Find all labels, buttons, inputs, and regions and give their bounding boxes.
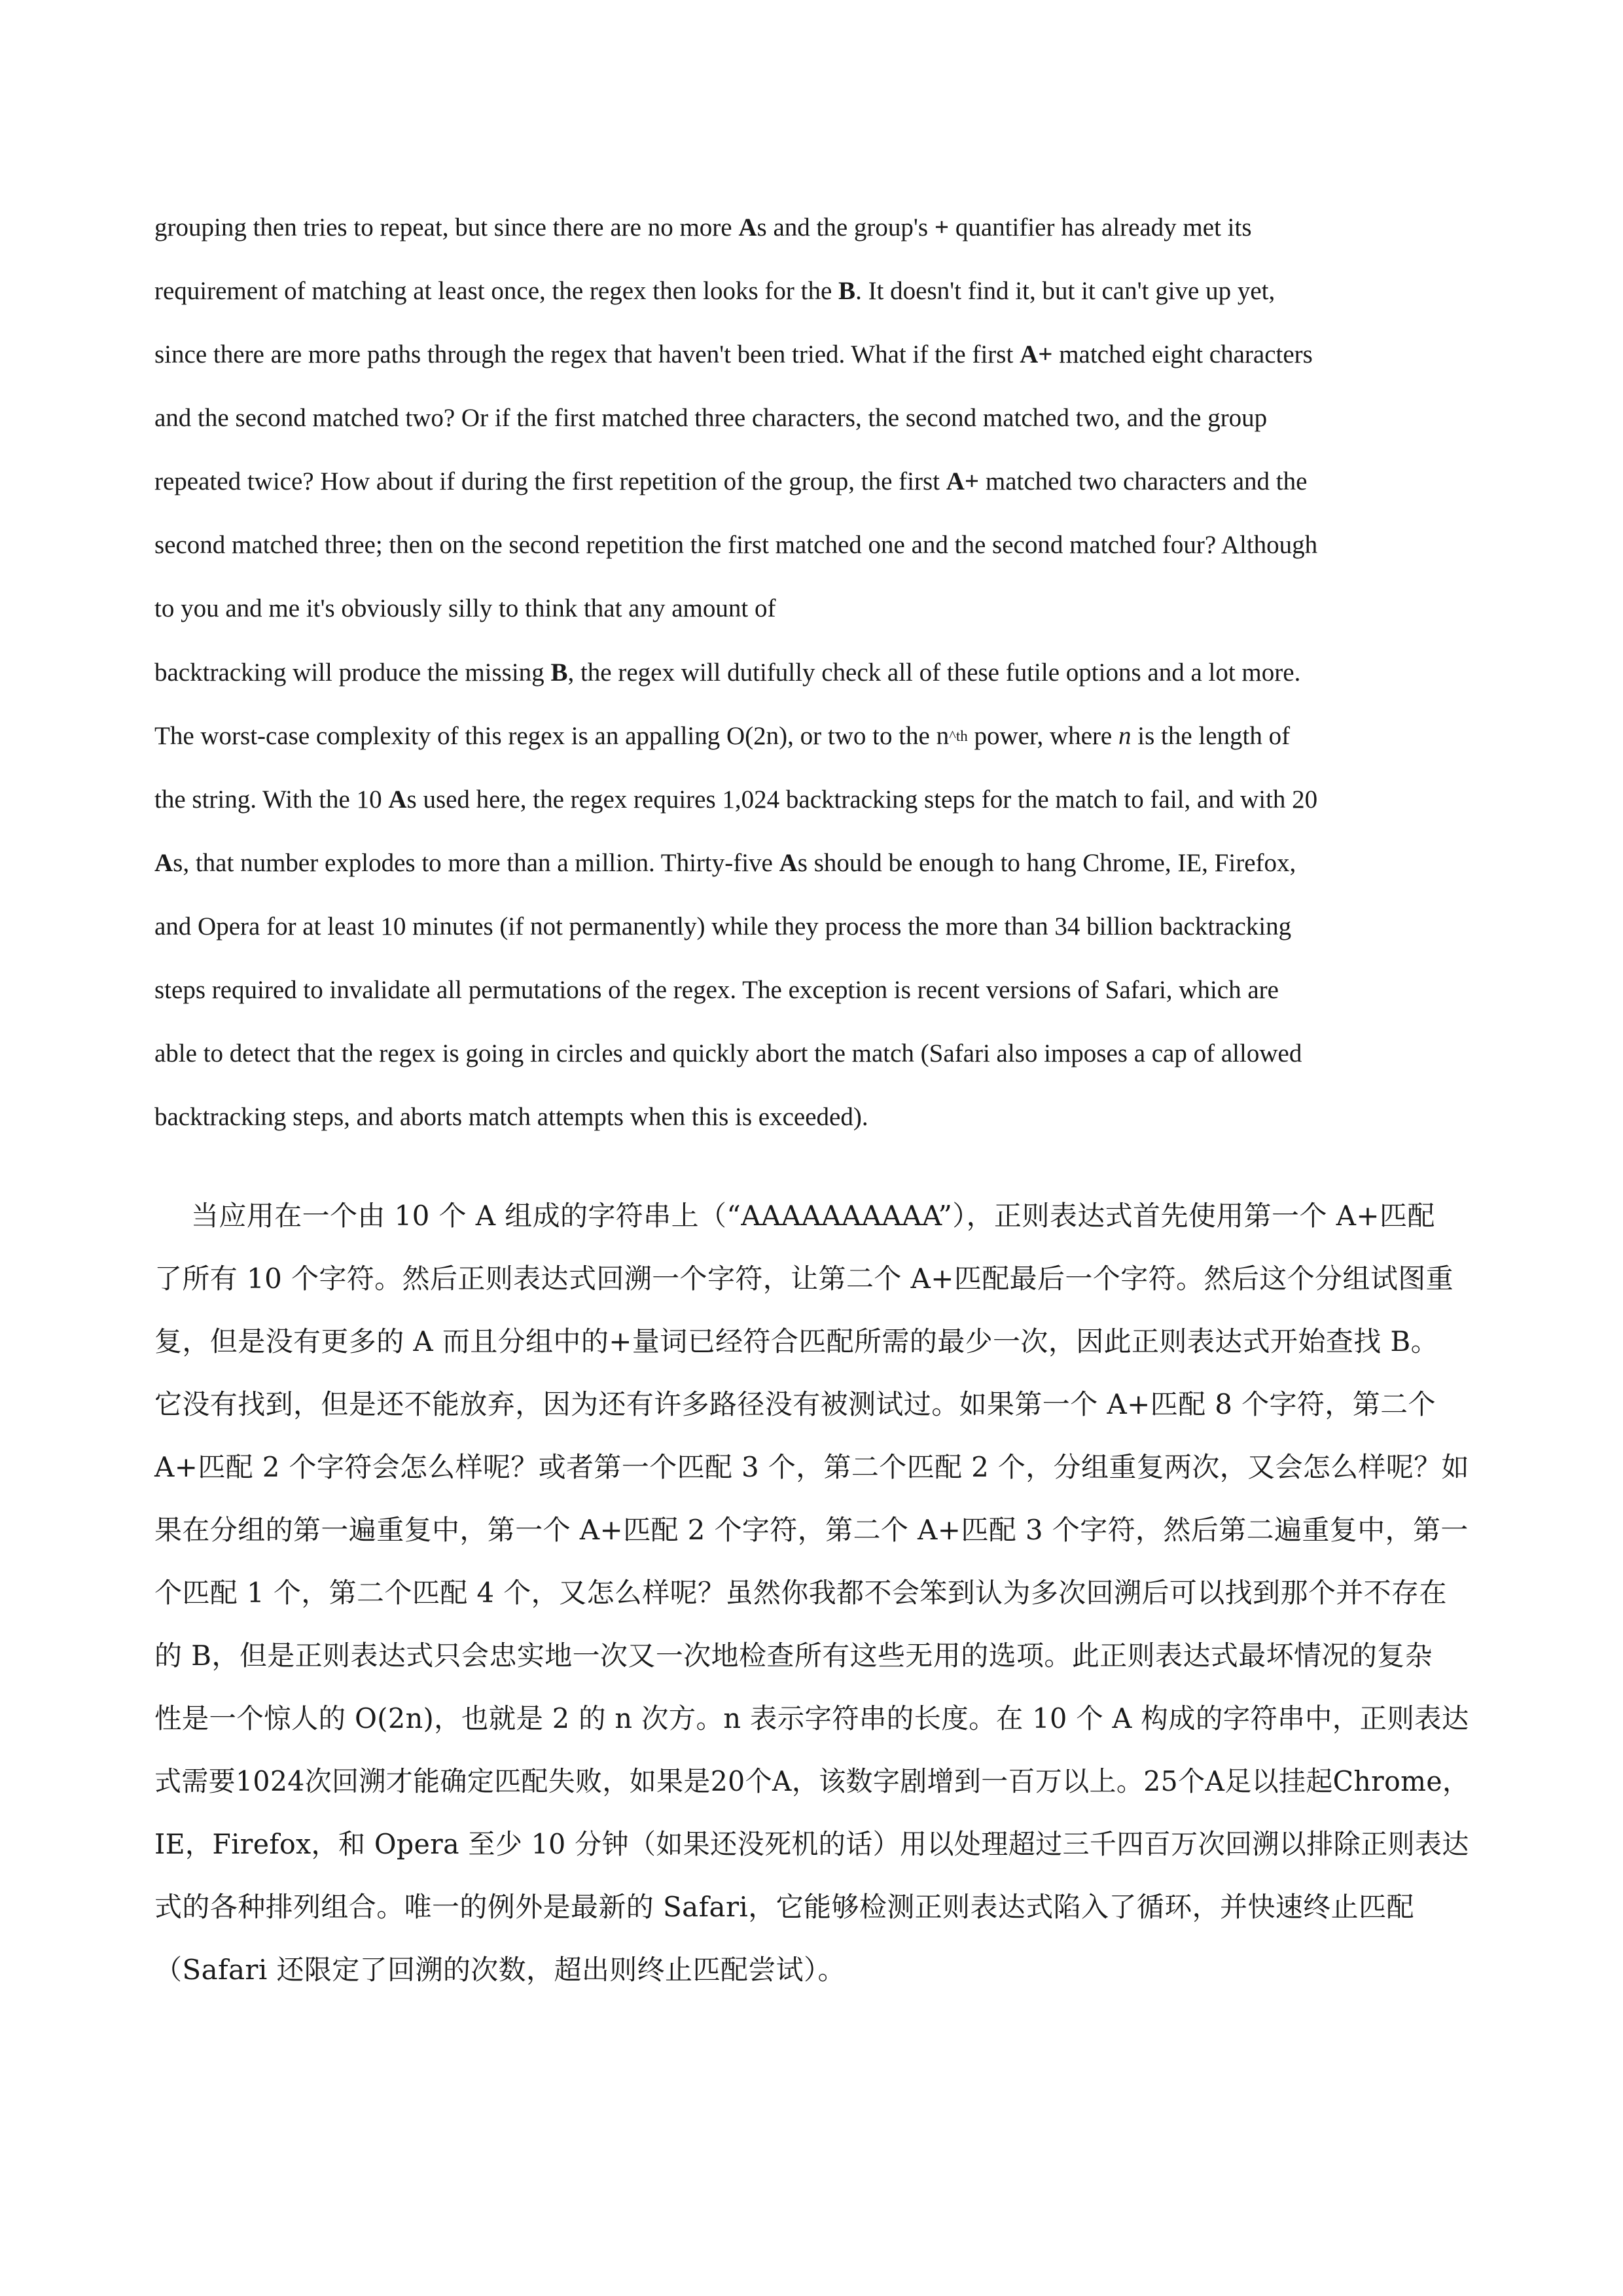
chinese-line: 当应用在一个由 10 个 A 组成的字符串上（“AAAAAAAAAA”），正则表达式首先使用第一个 A+匹配 — [191, 1200, 1435, 1232]
chinese-line: 的 B，但是正则表达式只会忠实地一次又一次地检查所有这些无用的选项。此正则表达式最坏情况的复杂 — [154, 1640, 1433, 1672]
text-run: , the regex will dutifully check all of these futile options and a lot more. — [567, 658, 1301, 687]
chinese-line: A+匹配 2 个字符会怎么样呢？或者第一个匹配 3 个，第二个匹配 2 个，分组重复两次，又会怎么样呢？如 — [154, 1451, 1469, 1483]
text-run: . It doesn't find it, but it can't give up yet, — [855, 277, 1275, 305]
chinese-line: 复，但是没有更多的 A 而且分组中的+量词已经符合匹配所需的最少一次，因此正则表达式开始查找 B。 — [154, 1325, 1439, 1357]
text-run: backtracking steps, and aborts match attempts when this is exceeded). — [154, 1103, 868, 1131]
text-run: s, that number explodes to more than a million. Thirty-five — [173, 849, 779, 877]
english-line — [154, 592, 776, 625]
english-line — [154, 1101, 868, 1134]
english-line — [154, 656, 1300, 689]
italic-term: n — [1118, 722, 1132, 750]
text-run: s and the group's — [757, 213, 935, 242]
text-run: matched two characters and the — [979, 467, 1308, 495]
english-line — [154, 783, 1317, 816]
chinese-line: 果在分组的第一遍重复中，第一个 A+匹配 2 个字符，第二个 A+匹配 3 个字符，然后第二遍重复中，第一 — [154, 1514, 1469, 1546]
text-run: the string. With the 10 — [154, 785, 389, 814]
english-line — [154, 465, 1307, 498]
superscript: ^th — [949, 728, 968, 744]
bold-term: A — [779, 849, 798, 877]
text-run: and Opera for at least 10 minutes (if not permanently) while they process the more than 34 billion backtracking — [154, 912, 1292, 941]
text-run: The worst-case complexity of this regex is an appalling O(2n), or two to the n — [154, 722, 950, 750]
english-line — [154, 847, 1296, 880]
text-run: second matched three; then on the second repetition the first matched one and the second matched four? Although — [154, 531, 1318, 559]
text-run: s used here, the regex requires 1,024 backtracking steps for the match to fail, and with 20 — [406, 785, 1318, 814]
text-run: power, where — [967, 722, 1118, 750]
bold-term: A+ — [1020, 340, 1053, 368]
bold-term: + — [934, 213, 950, 242]
english-line — [154, 974, 1279, 1007]
english-line — [154, 529, 1317, 562]
text-run: able to detect that the regex is going in circles and quickly abort the match (Safari also imposes a cap of allowed — [154, 1039, 1302, 1067]
bold-term: A+ — [946, 467, 980, 495]
text-run: to you and me it's obviously silly to think that any amount of — [154, 594, 776, 622]
bold-term: B — [550, 658, 568, 687]
text-run: s should be enough to hang Chrome, IE, Firefox, — [797, 849, 1296, 877]
bold-term: A — [738, 213, 757, 242]
chinese-line: （Safari 还限定了回溯的次数，超出则终止匹配尝试）。 — [154, 1954, 846, 1986]
text-run: grouping then tries to repeat, but since there are no more — [154, 213, 739, 242]
english-line — [154, 402, 1267, 435]
text-run: and the second matched two? Or if the first matched three characters, the second matched two, and the group — [154, 404, 1268, 432]
text-run: quantifier has already met its — [949, 213, 1252, 242]
bold-term: A — [388, 785, 407, 814]
chinese-line: 了所有 10 个字符。然后正则表达式回溯一个字符，让第二个 A+匹配最后一个字符。然后这个分组试图重 — [154, 1263, 1454, 1295]
chinese-line: 性是一个惊人的 O(2n)，也就是 2 的 n 次方。n 表示字符串的长度。在 10 个 A 构成的字符串中，正则表达 — [154, 1702, 1469, 1734]
english-line — [154, 720, 1290, 753]
english-line — [154, 1037, 1302, 1070]
bold-term: A — [154, 849, 173, 877]
text-run: steps required to invalidate all permutations of the regex. The exception is recent versions of Safari, which are — [154, 976, 1279, 1004]
chinese-line: 它没有找到，但是还不能放弃，因为还有许多路径没有被测试过。如果第一个 A+匹配 8 个字符，第二个 — [154, 1388, 1436, 1420]
text-run: requirement of matching at least once, the regex then looks for the — [154, 277, 839, 305]
chinese-line: 个匹配 1 个，第二个匹配 4 个，又怎么样呢？虽然你我都不会笨到认为多次回溯后可以找到那个并不存在 — [154, 1577, 1447, 1609]
text-run: is the length of — [1131, 722, 1291, 750]
chinese-line: IE，Firefox，和 Opera 至少 10 分钟（如果还没死机的话）用以处理超过三千四百万次回溯以排除正则表达 — [154, 1828, 1469, 1860]
text-run: matched eight characters — [1052, 340, 1313, 368]
text-run: repeated twice? How about if during the first repetition of the group, the first — [154, 467, 946, 495]
chinese-line: 式需要1024次回溯才能确定匹配失败，如果是20个A，该数字剧增到一百万以上。25个A足以挂起Chrome， — [154, 1765, 1470, 1797]
english-line — [154, 910, 1291, 943]
text-run: since there are more paths through the regex that haven't been tried. What if the first — [154, 340, 1020, 368]
english-line — [154, 211, 1252, 244]
bold-term: B — [838, 277, 856, 305]
english-line — [154, 338, 1313, 371]
text-run: backtracking will produce the missing — [154, 658, 551, 687]
chinese-line: 式的各种排列组合。唯一的例外是最新的 Safari，它能够检测正则表达式陷入了循环，并快速终止匹配 — [154, 1891, 1414, 1923]
english-line — [154, 275, 1275, 308]
